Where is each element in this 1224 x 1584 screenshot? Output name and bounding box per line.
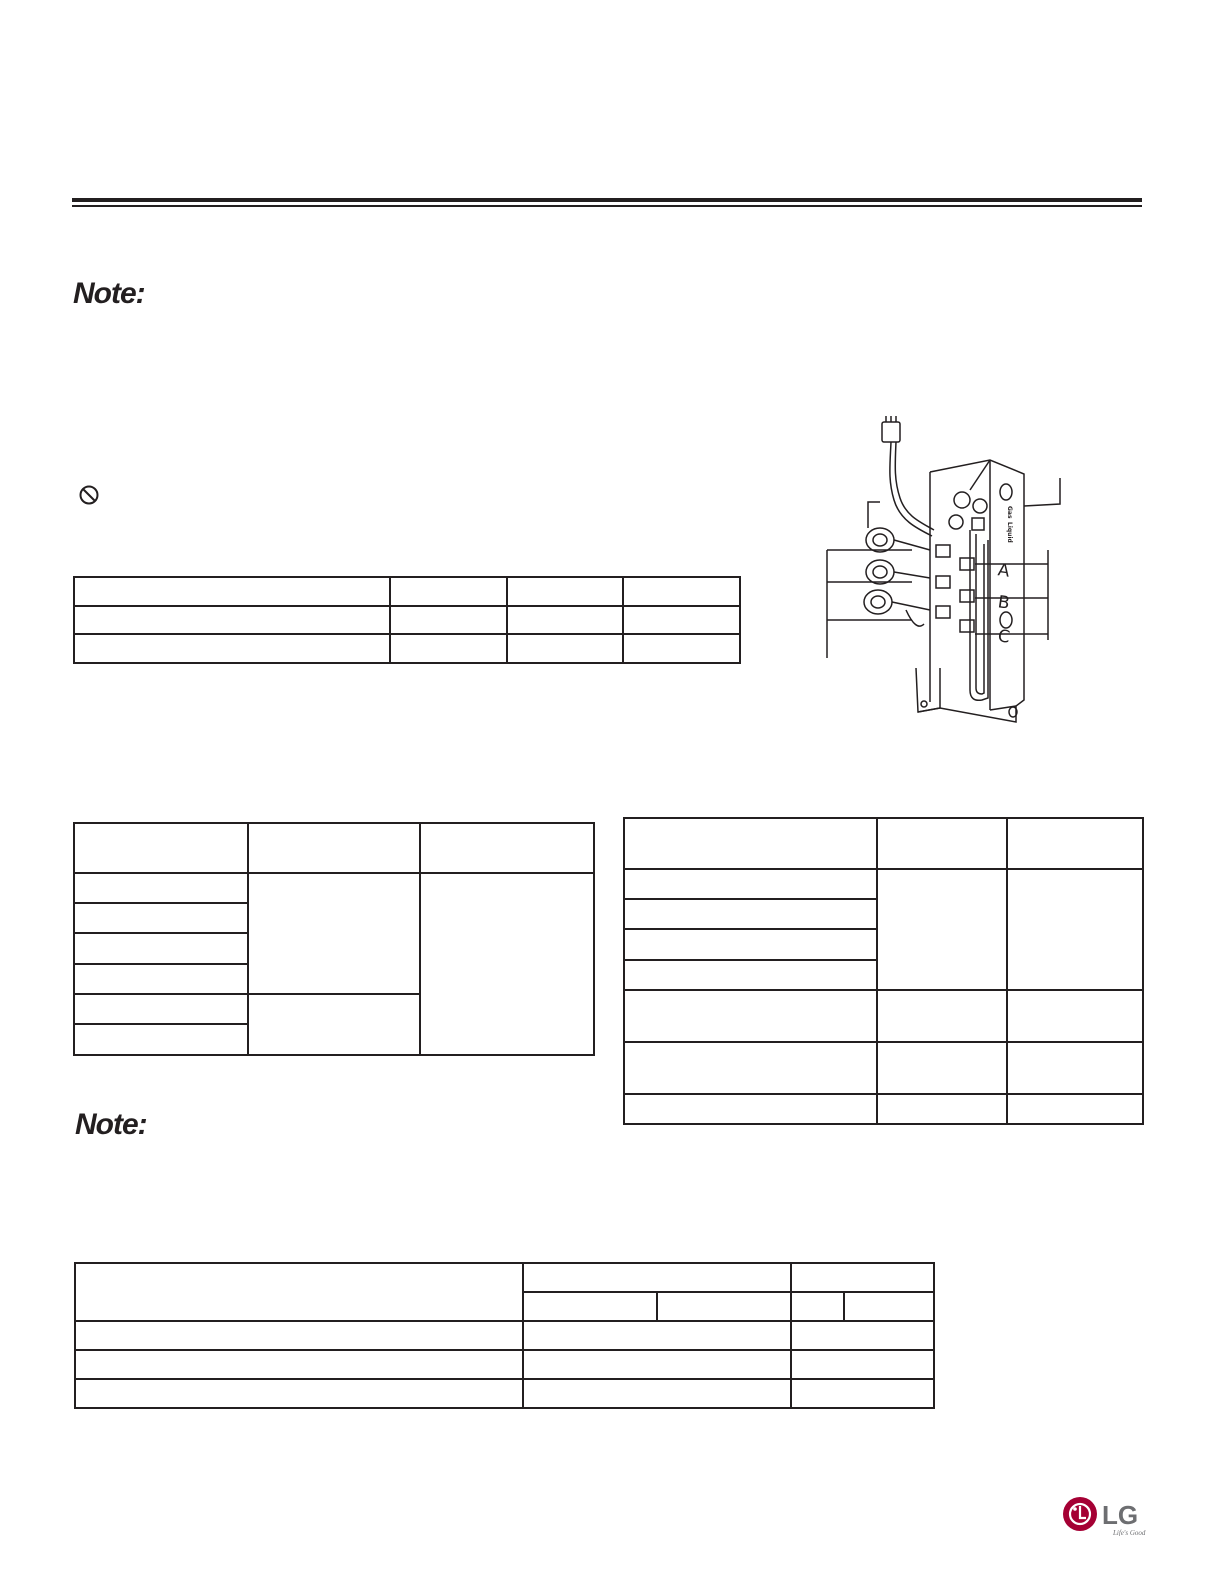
panel-label-liquid: Liquid xyxy=(1006,522,1013,543)
lg-logo xyxy=(1060,1494,1150,1536)
panel-label-gas: Gas xyxy=(1006,506,1013,519)
table-2 xyxy=(73,822,595,1056)
table-header-row xyxy=(75,1263,934,1292)
table-row xyxy=(624,869,1143,899)
port-label-b: B xyxy=(996,592,1011,614)
table-row xyxy=(74,577,740,606)
logo-wordmark: LG xyxy=(1102,1500,1139,1530)
table-3 xyxy=(623,817,1144,1125)
table-row xyxy=(75,1321,934,1350)
prohibited-icon xyxy=(78,484,100,506)
table-row xyxy=(74,873,594,903)
table-row xyxy=(74,634,740,663)
header-rule-bottom xyxy=(72,205,1142,207)
table-header-row xyxy=(74,823,594,873)
table-row xyxy=(74,606,740,635)
table-row xyxy=(624,990,1143,1042)
table-header-row xyxy=(624,818,1143,869)
table-row xyxy=(624,1094,1143,1124)
header-rule-top xyxy=(72,198,1142,202)
table-row xyxy=(75,1379,934,1408)
port-label-a: A xyxy=(996,560,1011,582)
port-label-c: C xyxy=(996,626,1012,648)
table-row xyxy=(624,1042,1143,1094)
logo-tagline: Life's Good xyxy=(1113,1529,1146,1536)
table-4 xyxy=(74,1262,935,1409)
note-label: Note: xyxy=(75,1108,147,1141)
table-row xyxy=(75,1350,934,1379)
note-label: Note: xyxy=(73,277,145,310)
valve-assembly-diagram xyxy=(820,410,1080,730)
table-1 xyxy=(73,576,741,664)
